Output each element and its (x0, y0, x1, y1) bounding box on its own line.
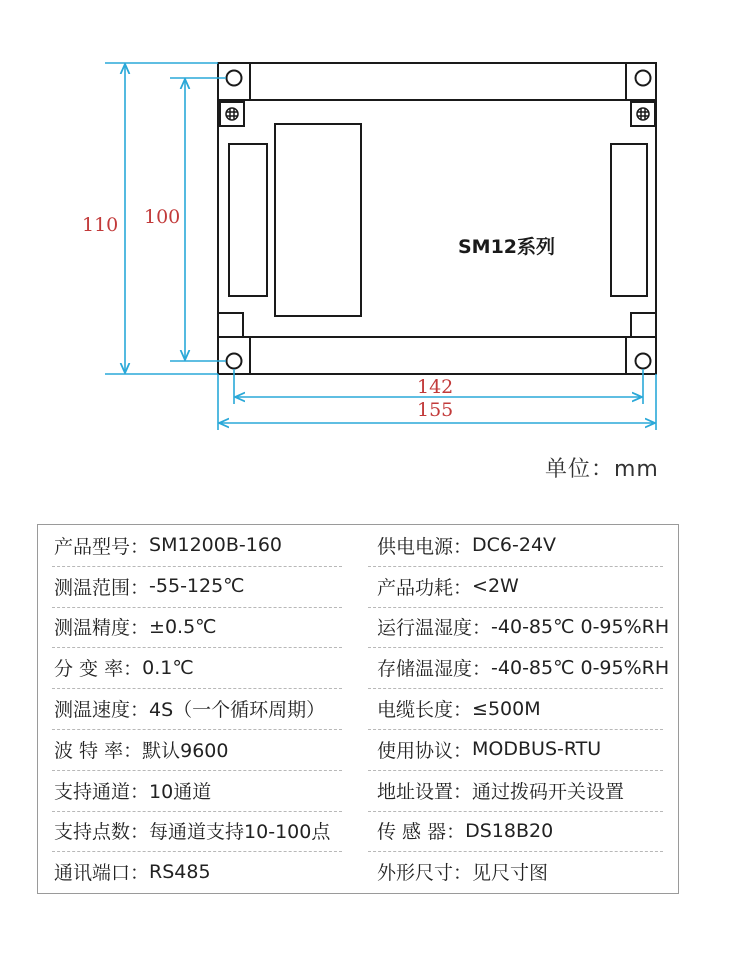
spec-label: 运行温湿度 (377, 617, 473, 640)
spec-row-left (54, 851, 354, 892)
spec-value: MODBUS-RTU (472, 738, 602, 761)
spec-separator: ： (446, 821, 466, 844)
top-rail (250, 63, 626, 100)
terminal-block-right (611, 144, 647, 296)
spec-label: 产品型号 (54, 535, 131, 558)
spec-label: 产品功耗 (377, 576, 454, 599)
spec-separator: ： (123, 658, 143, 681)
spec-row-right (377, 525, 677, 566)
spec-value: -40-85℃ 0-95%RH (491, 656, 670, 679)
spec-value: -40-85℃ 0-95%RH (491, 615, 670, 638)
main-module (275, 124, 361, 316)
spec-value: 见尺寸图 (472, 862, 549, 885)
spec-row-right (377, 729, 677, 770)
spec-label: 供电电源 (377, 535, 454, 558)
spec-label: 波 特 率 (54, 739, 124, 762)
bottom-rail (250, 337, 626, 374)
hole-bl (227, 354, 242, 369)
dim-label-142: 142 (417, 376, 454, 398)
dim-label-110: 110 (82, 214, 119, 236)
spec-value: 默认9600 (142, 739, 229, 762)
spec-label: 外形尺寸 (377, 862, 454, 885)
spec-value: RS485 (149, 860, 211, 883)
spec-row-right (377, 770, 677, 811)
spec-value: 通过拨码开关设置 (472, 780, 625, 803)
spec-row-left (54, 770, 354, 811)
spec-label: 测温速度 (54, 699, 131, 722)
lower-square-right (631, 313, 656, 337)
dim-label-155: 155 (417, 399, 454, 421)
spec-value: SM1200B-160 (149, 534, 282, 557)
spec-label: 传 感 器 (377, 821, 447, 844)
spec-separator: ： (453, 576, 473, 599)
dimension-drawing (0, 0, 750, 440)
spec-value: 0.1℃ (142, 656, 194, 679)
board-outline (218, 63, 656, 374)
spec-table (37, 524, 679, 894)
spec-row-right (377, 688, 677, 729)
screw-square-left (220, 102, 244, 126)
hole-tr (636, 71, 651, 86)
spec-label: 通讯端口 (54, 862, 131, 885)
spec-label: 地址设置 (377, 780, 454, 803)
spec-separator: ： (453, 535, 473, 558)
spec-row-right (377, 566, 677, 607)
spec-row-right (377, 851, 677, 892)
corner-box-tr (626, 63, 656, 100)
screws (226, 108, 649, 120)
spec-separator: ： (453, 780, 473, 803)
spec-separator: ： (130, 699, 150, 722)
spec-value: ±0.5℃ (149, 615, 217, 638)
spec-label: 存储温湿度 (377, 658, 473, 681)
spec-label: 支持通道 (54, 780, 131, 803)
screw-square-right (631, 102, 655, 126)
spec-value: ≤500M (472, 697, 541, 720)
screw-icon (637, 108, 649, 120)
spec-separator: ： (472, 658, 492, 681)
spec-row-right (377, 811, 677, 852)
spec-row-left (54, 607, 354, 648)
spec-row-right (377, 607, 677, 648)
spec-label: 支持点数 (54, 821, 131, 844)
spec-label: 电缆长度 (377, 699, 454, 722)
spec-row-left (54, 729, 354, 770)
lower-square-left (218, 313, 243, 337)
spec-separator: ： (123, 739, 143, 762)
spec-value: 10通道 (149, 780, 212, 803)
hole-br (636, 354, 651, 369)
spec-row-left (54, 525, 354, 566)
spec-value: DC6-24V (472, 534, 557, 557)
spec-row-left (54, 811, 354, 852)
spec-row-right (377, 647, 677, 688)
spec-value: 每通道支持10-100点 (149, 821, 331, 844)
spec-separator: ： (453, 699, 473, 722)
spec-separator: ： (130, 617, 150, 640)
spec-separator: ： (130, 821, 150, 844)
dim-label-100: 100 (144, 206, 181, 228)
hole-tl (227, 71, 242, 86)
spec-value: <2W (472, 575, 519, 598)
spec-separator: ： (453, 739, 473, 762)
spec-separator: ： (130, 535, 150, 558)
spec-separator: ： (130, 780, 150, 803)
spec-value: 4S（一个循环周期） (149, 699, 326, 722)
spec-separator: ： (453, 862, 473, 885)
spec-label: 测温精度 (54, 617, 131, 640)
spec-row-left (54, 688, 354, 729)
spec-value: -55-125℃ (149, 575, 245, 598)
board-body (218, 63, 656, 374)
corner-box-tl (218, 63, 250, 100)
unit-label: 单位：mm (545, 457, 659, 482)
spec-row-left (54, 647, 354, 688)
spec-separator: ： (130, 576, 150, 599)
mounting-holes (227, 71, 651, 369)
terminal-block-left (229, 144, 267, 296)
spec-label: 测温范围 (54, 576, 131, 599)
product-label: SM12系列 (458, 236, 556, 258)
spec-value: DS18B20 (465, 819, 554, 842)
spec-label: 使用协议 (377, 739, 454, 762)
spec-row-left (54, 566, 354, 607)
screw-icon (226, 108, 238, 120)
spec-label: 分 变 率 (54, 658, 124, 681)
spec-separator: ： (130, 862, 150, 885)
spec-separator: ： (472, 617, 492, 640)
